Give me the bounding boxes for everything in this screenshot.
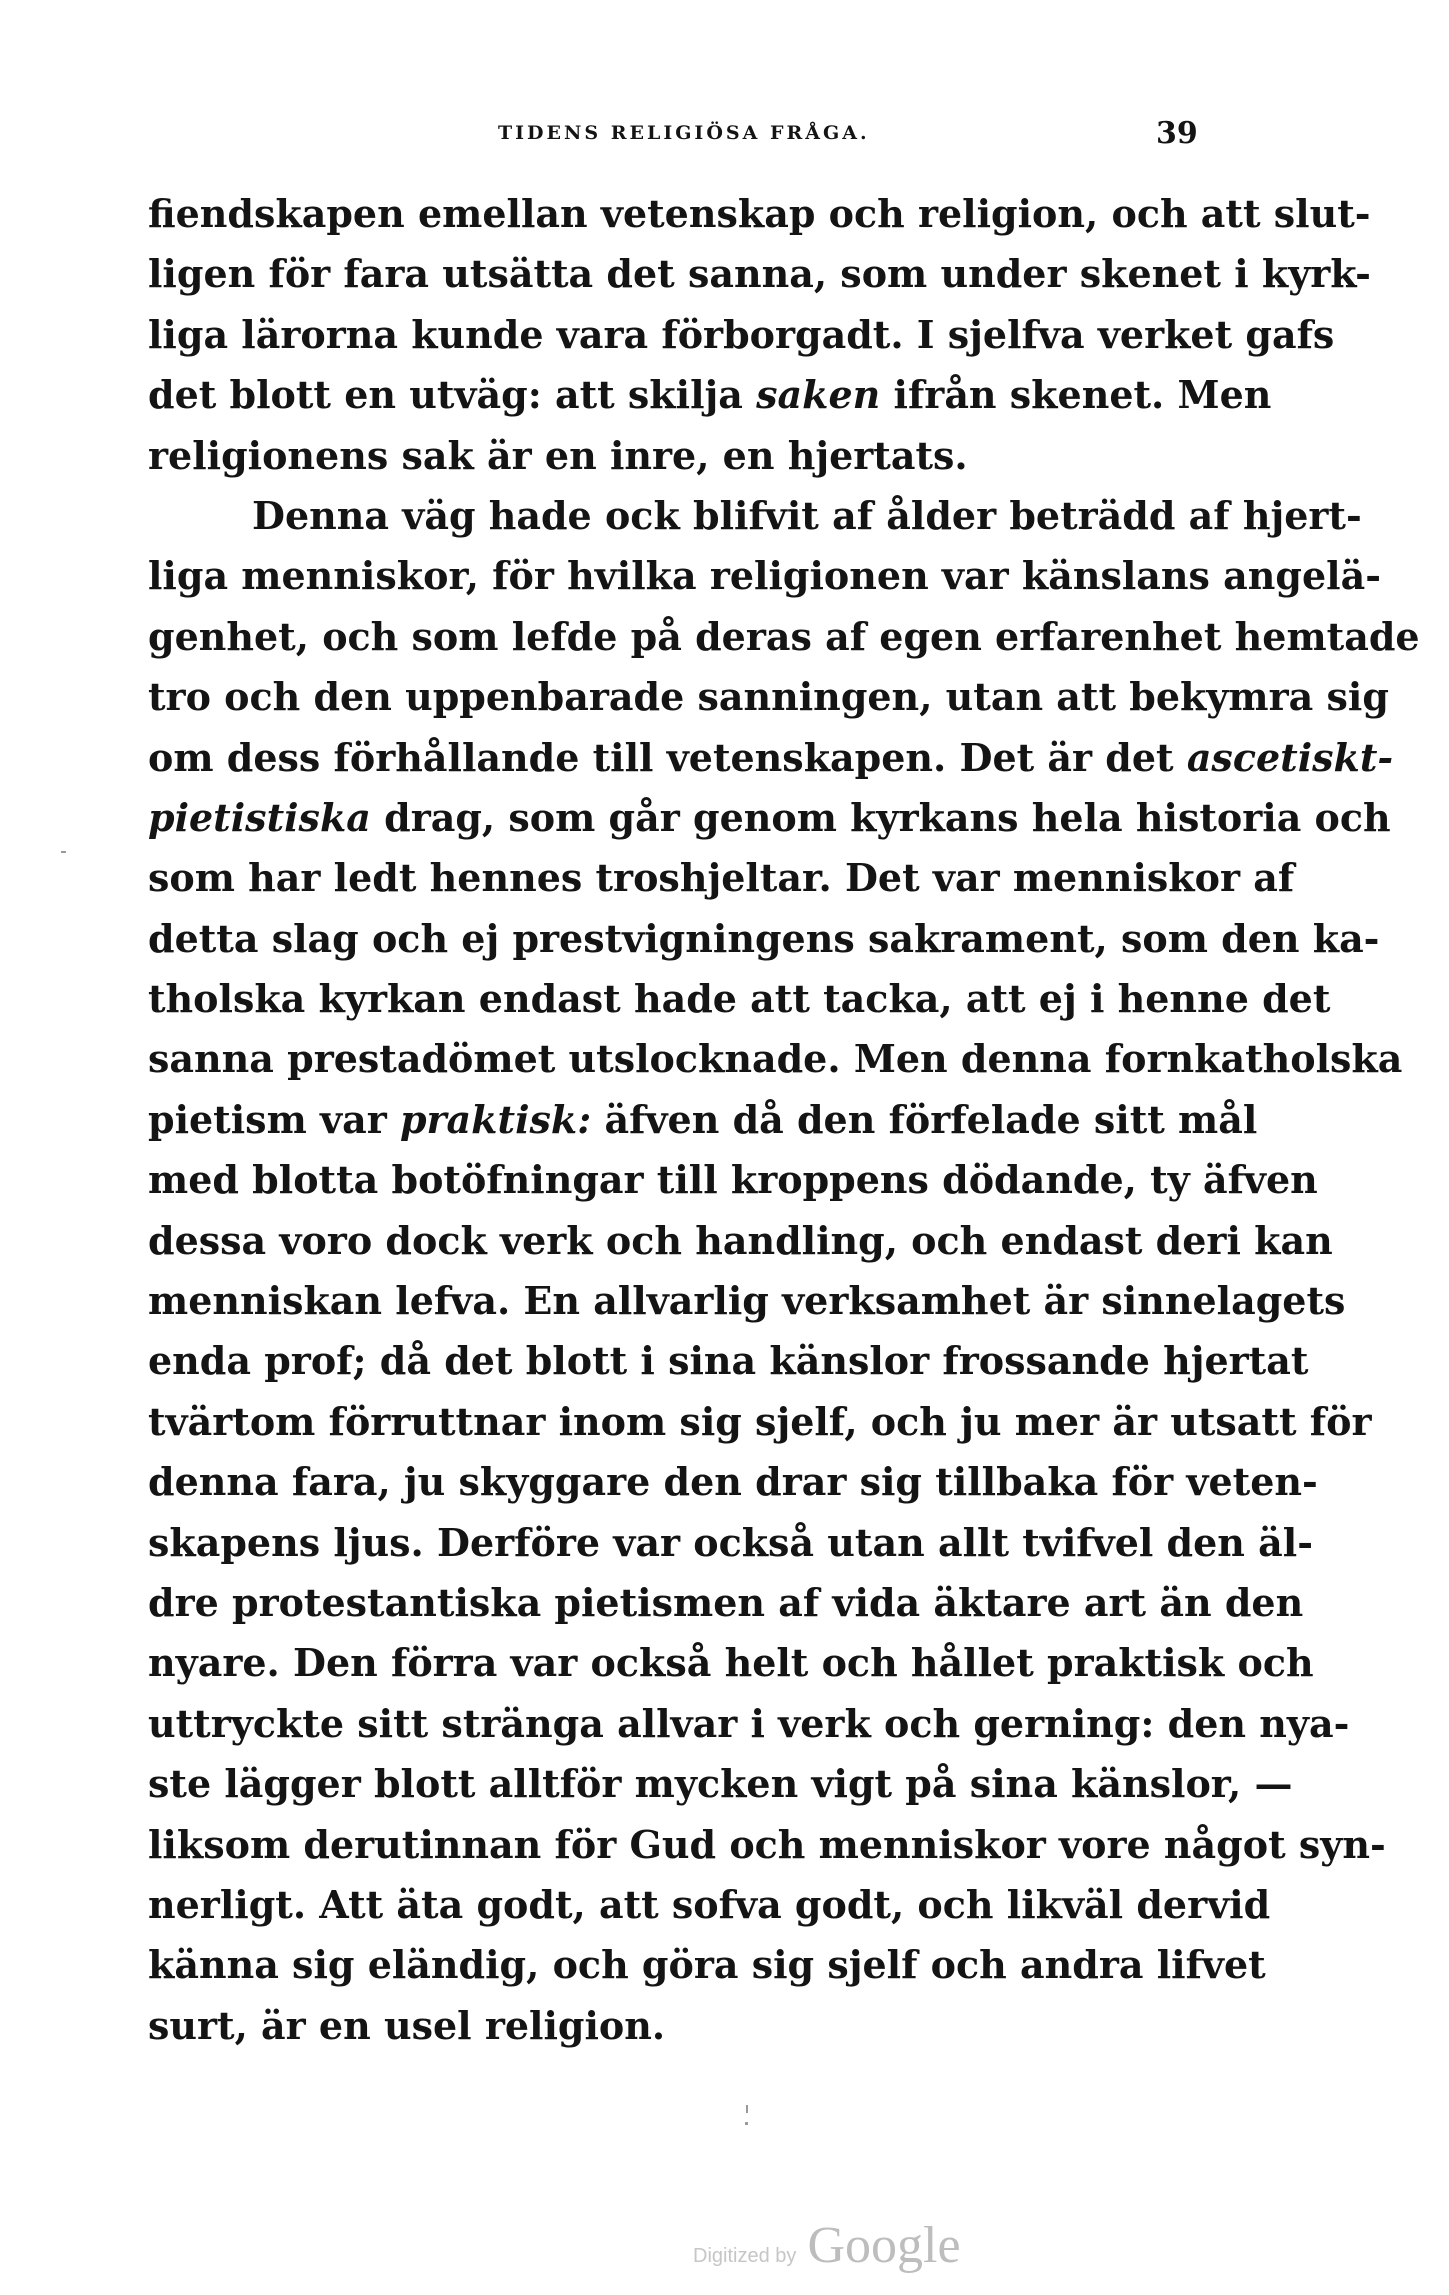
text-line: liga menniskor, för hvilka religionen var känslans angelä- (148, 553, 1381, 599)
text-line: enda prof; då det blott i sina känslor frossande hjertat (148, 1338, 1309, 1384)
text-line: dre protestantiska pietismen af vida äktare art än den (148, 1579, 1304, 1625)
italic-term-ascetiskt: ascetiskt- (1186, 734, 1394, 780)
text-line (148, 788, 1391, 848)
text-line: tvärtom förruttnar inom sig sjelf, och ju mer är utsatt för (148, 1398, 1372, 1444)
text-line: detta slag och ej prestvigningens sakrament, som den ka- (148, 915, 1380, 961)
text-line (148, 365, 1272, 425)
text-line: Denna väg hade ock blifvit af ålder beträdd af hjert- (252, 492, 1362, 538)
italic-term-praktisk: praktisk: (399, 1096, 592, 1142)
text-line: ligen för fara utsätta det sanna, som under skenet i kyrk- (148, 251, 1371, 297)
text-line: med blotta botöfningar till kroppens dödande, ty äfven (148, 1157, 1318, 1203)
digitized-by-google-watermark (693, 2216, 961, 2274)
text-line: denna fara, ju skyggare den drar sig tillbaka för veten- (148, 1459, 1318, 1505)
text-line: sanna prestadömet utslocknade. Men denna fornkatholska (148, 1036, 1403, 1082)
italic-term-pietistiska: pietistiska (148, 794, 371, 840)
text-line: surt, är en usel religion. (148, 2002, 666, 2048)
text-run: ifrån skenet. Men (880, 372, 1272, 418)
text-line: känna sig eländig, och göra sig sjelf och andra lifvet (148, 1942, 1266, 1988)
running-title: TIDENS RELIGIÖSA FRÅGA. (498, 122, 870, 144)
scan-speck (746, 2105, 748, 2113)
text-line (148, 1090, 1258, 1150)
body-text (148, 184, 1420, 2056)
text-line: religionens sak är en inre, en hjertats. (148, 432, 968, 478)
text-line: som har ledt hennes troshjeltar. Det var menniskor af (148, 855, 1295, 901)
italic-term-saken: saken (756, 372, 881, 418)
text-line: menniskan lefva. En allvarlig verksamhet är sinnelagets (148, 1278, 1346, 1324)
text-line: tholska kyrkan endast hade att tacka, att ej i henne det (148, 976, 1331, 1022)
running-head (0, 116, 1449, 162)
text-line: dessa voro dock verk och handling, och endast deri kan (148, 1217, 1333, 1263)
text-run: äfven då den förfelade sitt mål (591, 1096, 1258, 1142)
text-line: ste lägger blott alltför mycken vigt på sina känslor, — (148, 1761, 1293, 1807)
text-run: pietism var (148, 1096, 400, 1142)
digitized-by-label: Digitized by (693, 2245, 797, 2267)
text-line: liksom derutinnan för Gud och menniskor vore något syn- (148, 1821, 1386, 1867)
text-line: nerligt. Att äta godt, att sofva godt, och likväl dervid (148, 1881, 1271, 1927)
text-line: skapens ljus. Derföre var också utan allt tvifvel den äl- (148, 1519, 1313, 1565)
page-number: 39 (1156, 116, 1198, 151)
text-run: om dess förhållande till vetenskapen. Det är det (148, 734, 1187, 780)
text-line: nyare. Den förra var också helt och hållet praktisk och (148, 1640, 1314, 1686)
google-logo: Google (807, 2217, 961, 2274)
text-line: liga lärorna kunde vara förborgadt. I sjelfva verket gafs (148, 311, 1335, 357)
text-line: genhet, och som lefde på deras af egen erfarenhet hemtade (148, 613, 1420, 659)
text-line: fiendskapen emellan vetenskap och religion, och att slut- (148, 191, 1371, 236)
text-run: drag, som går genom kyrkans hela historia och (370, 794, 1391, 840)
scan-speck (61, 851, 66, 853)
text-line: tro och den uppenbarade sanningen, utan att bekymra sig (148, 674, 1389, 720)
scan-speck (745, 2122, 748, 2125)
text-line (148, 728, 1394, 788)
text-run: det blott en utväg: att skilja (148, 372, 757, 418)
text-line: uttryckte sitt stränga allvar i verk och gerning: den nya- (148, 1700, 1350, 1746)
